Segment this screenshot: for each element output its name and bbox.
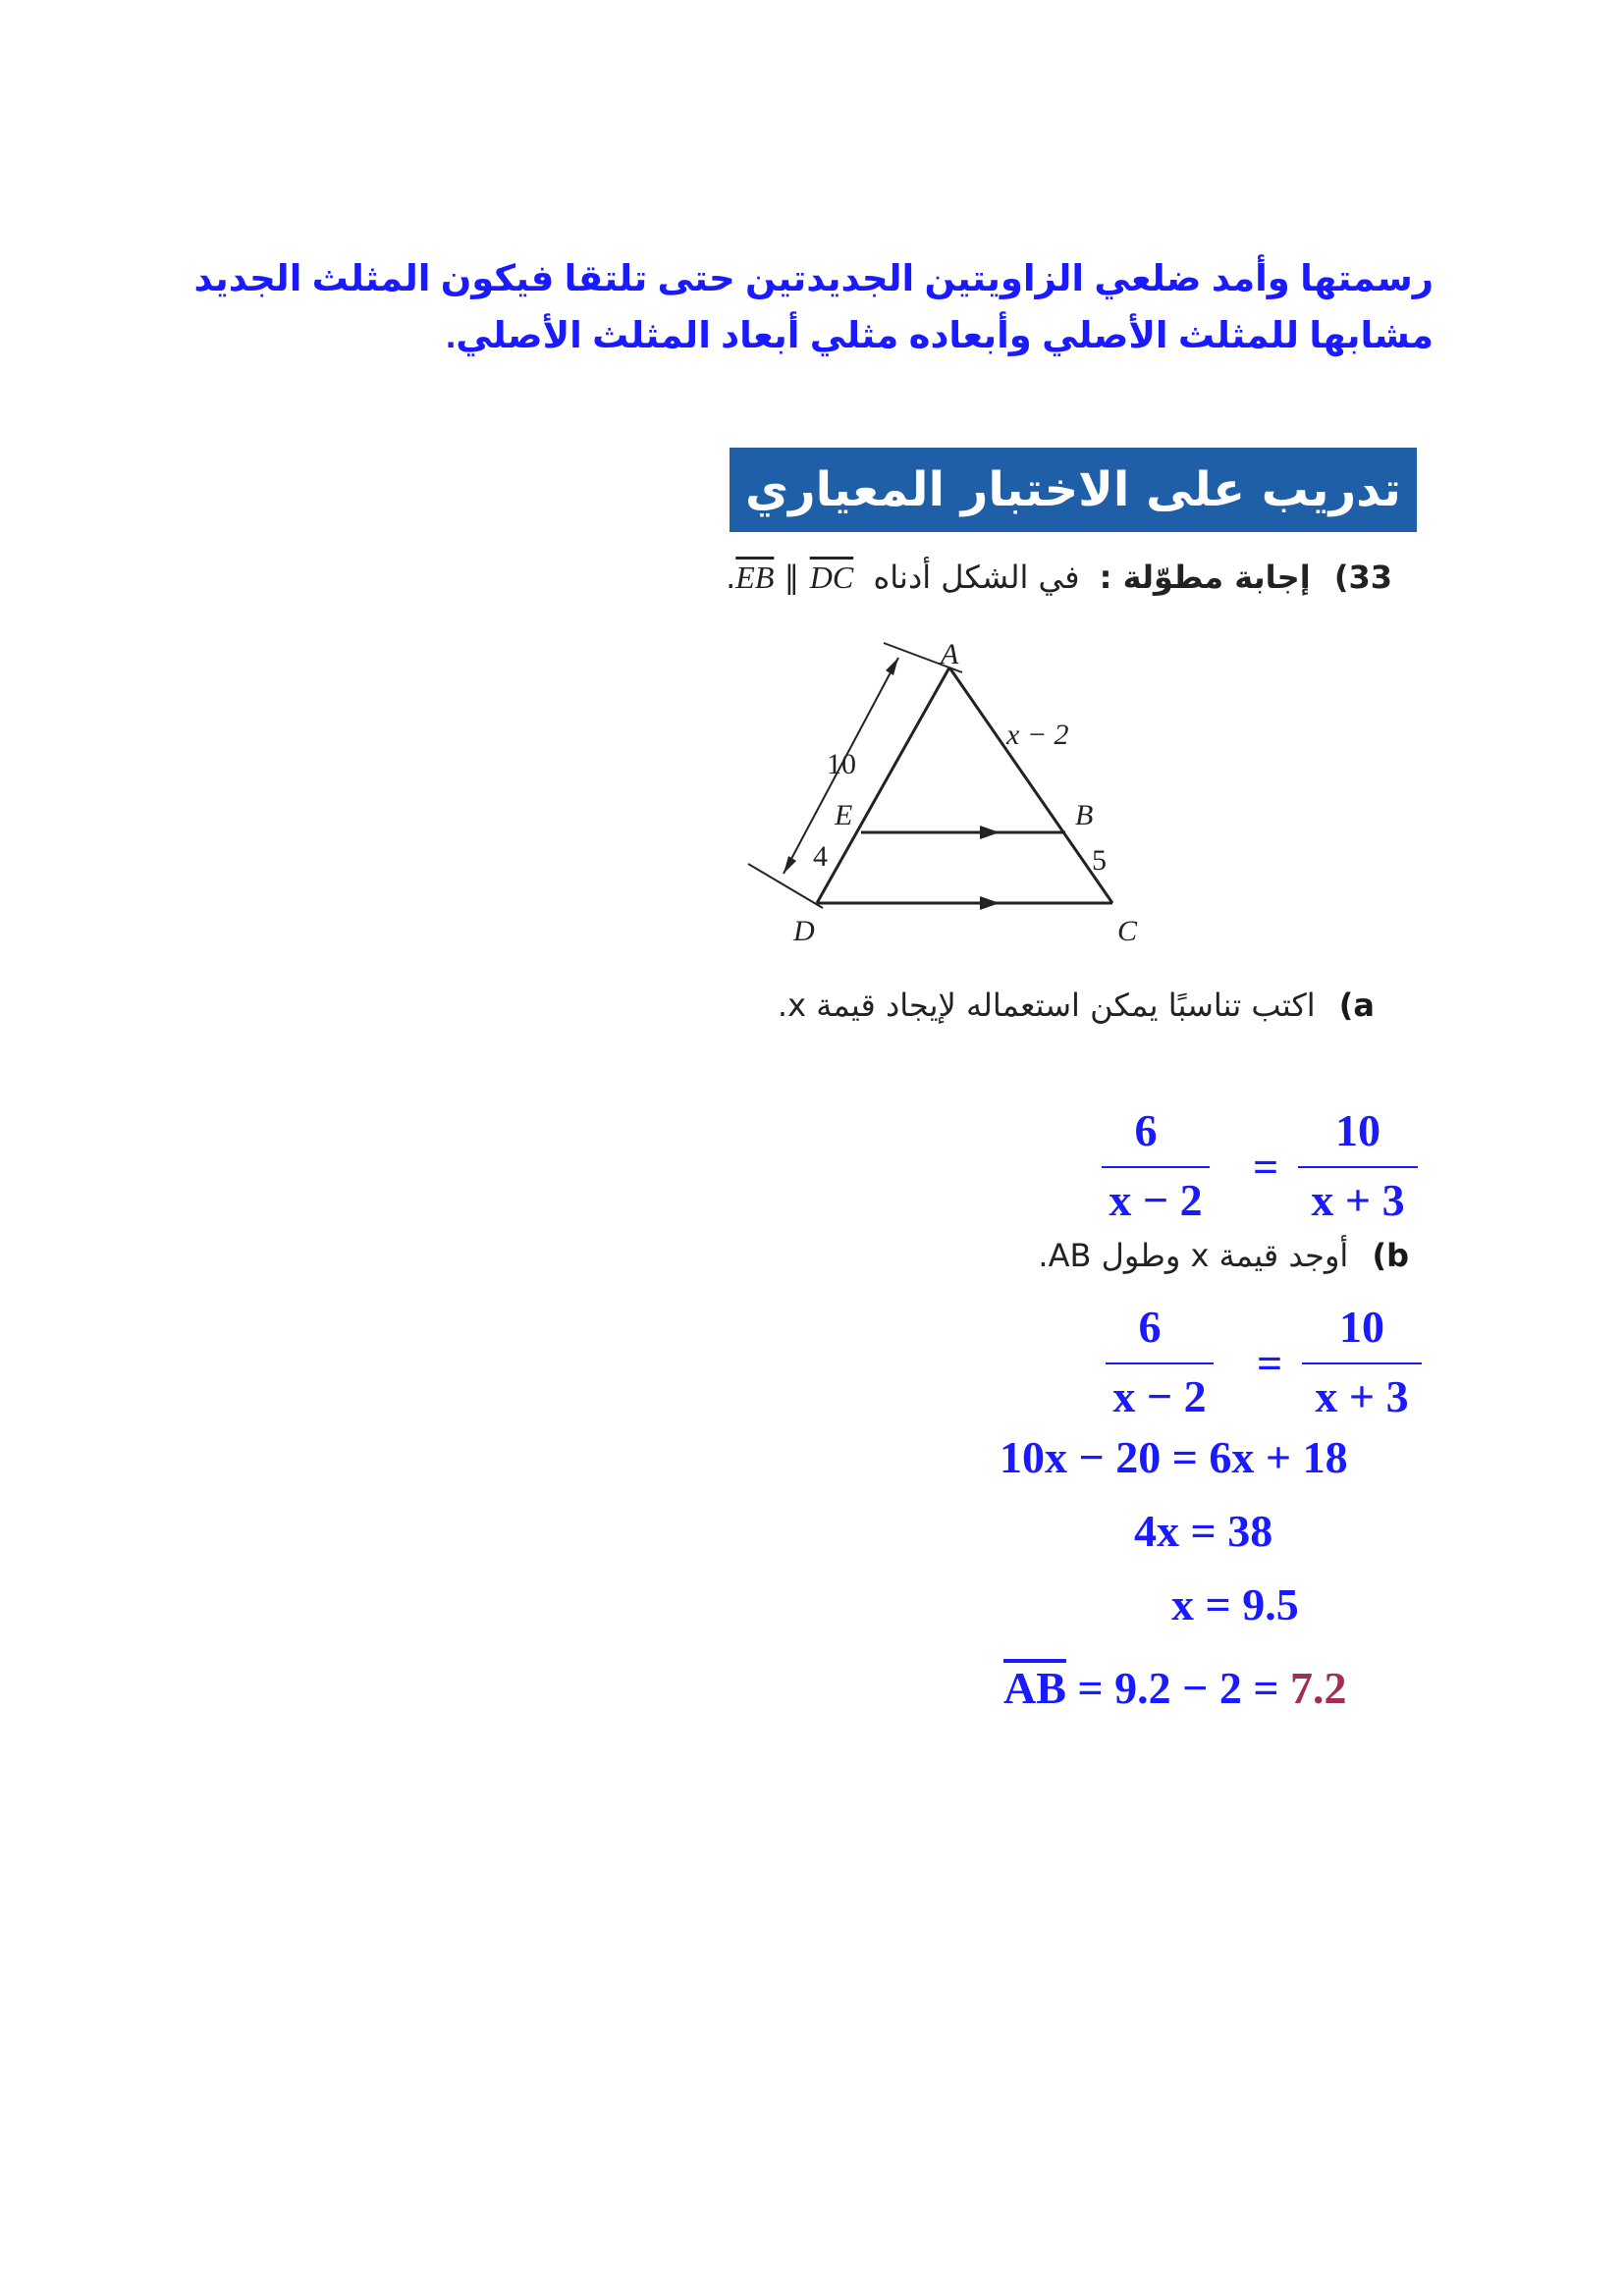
segment-eb: $\overline{EB}$ xyxy=(735,560,775,595)
segment-dc: $\overline{DC}$ xyxy=(809,560,854,595)
frac-b-left-den: x − 2 xyxy=(1112,1371,1207,1421)
vertex-d: D xyxy=(793,915,815,947)
dimension-arrow-bottom xyxy=(784,856,796,874)
question-type: إجابة مطوّلة : xyxy=(1099,559,1311,596)
question-end: . xyxy=(726,559,736,596)
parallel-arrow-dc xyxy=(980,896,1000,910)
frac-b-right-den: x + 3 xyxy=(1315,1371,1409,1421)
label-x-minus-2: x − 2 xyxy=(1006,719,1069,751)
dimension-arrow-top xyxy=(886,658,898,675)
triangle-figure xyxy=(727,628,1178,957)
frac-b-left-den-wrap xyxy=(1106,1370,1214,1422)
part-a-label: a) xyxy=(1338,987,1375,1024)
question-text: في الشكل أدناه xyxy=(873,559,1080,596)
solution-line-1: 10x − 20 = 6x + 18 xyxy=(1000,1432,1348,1482)
frac-a-left-bar xyxy=(1102,1166,1210,1168)
frac-b-right-bar xyxy=(1302,1362,1422,1364)
side-ad xyxy=(817,667,949,903)
part-b xyxy=(589,1237,1409,1274)
solution-line-2: 4x = 38 xyxy=(1134,1506,1273,1556)
vertex-b: B xyxy=(1075,799,1094,831)
vertex-a: A xyxy=(941,638,959,670)
segment-ab-result: $\overline{AB}$ xyxy=(1003,1663,1066,1713)
parallel-arrow-eb xyxy=(980,826,1000,839)
frac-a-right-num: 10 xyxy=(1335,1105,1380,1155)
frac-a-left xyxy=(1102,1104,1190,1156)
label-four: 4 xyxy=(813,840,828,873)
frac-b-right xyxy=(1302,1301,1422,1353)
question-line xyxy=(589,550,1392,605)
side-ac xyxy=(949,667,1112,903)
frac-a-left-den: x − 2 xyxy=(1109,1175,1203,1225)
question-number: 33) xyxy=(1333,559,1392,596)
frac-a-right-den: x + 3 xyxy=(1311,1175,1405,1225)
ab-result-value: 7.2 xyxy=(1290,1663,1347,1713)
solution-line-4 xyxy=(1003,1662,1347,1714)
frac-b-left-bar xyxy=(1106,1362,1214,1364)
part-b-label: b) xyxy=(1372,1237,1409,1274)
frac-a-right-den-wrap xyxy=(1298,1174,1418,1226)
section-banner: تدريب على الاختبار المعياري xyxy=(730,448,1417,532)
frac-a-right xyxy=(1298,1104,1418,1156)
parallel-symbol: ∥ xyxy=(784,559,800,596)
frac-b-left-num: 6 xyxy=(1138,1302,1162,1352)
part-a xyxy=(589,987,1375,1024)
frac-b-right-den-wrap xyxy=(1302,1370,1422,1422)
frac-b-right-num: 10 xyxy=(1339,1302,1384,1352)
frac-a-left-num: 6 xyxy=(1134,1105,1158,1155)
ab-expression: = 9.2 − 2 = xyxy=(1065,1663,1291,1713)
parallel-statement xyxy=(735,559,863,596)
frac-a-left-den-wrap xyxy=(1102,1174,1210,1226)
intro-paragraph: رسمتها وأمد ضلعي الزاويتين الجديدتين حتى تلتقا فيكون المثلث الجديد مشابها للمثلث الأصلي وأبعاده مثلي أبعاد المثلث الأصلي. xyxy=(193,258,1434,355)
part-b-text: أوجد قيمة x وطول AB. xyxy=(1038,1237,1349,1274)
vertex-c: C xyxy=(1117,915,1138,947)
frac-b-equals: = xyxy=(1257,1338,1283,1388)
solution-line-3: x = 9.5 xyxy=(1171,1579,1299,1629)
frac-a-right-bar xyxy=(1298,1166,1418,1168)
label-five: 5 xyxy=(1092,844,1107,877)
vertex-e: E xyxy=(835,799,853,831)
part-a-text: اكتب تناسبًا يمكن استعماله لإيجاد قيمة x. xyxy=(777,987,1316,1024)
frac-a-equals: = xyxy=(1253,1142,1279,1192)
extension-e xyxy=(785,834,864,836)
label-ten: 10 xyxy=(827,748,856,780)
frac-b-left xyxy=(1106,1301,1194,1353)
